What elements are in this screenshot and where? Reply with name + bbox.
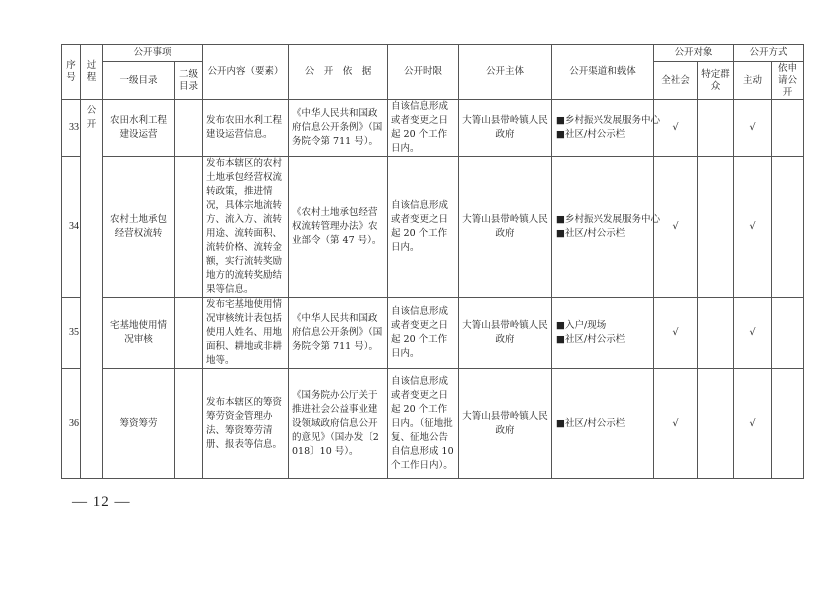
mode-active-check: √ xyxy=(734,298,772,369)
table-row xyxy=(62,157,804,298)
deadline-cell: 自该信息形成或者变更之日起 20 个工作日内。（征地批复、征地公告自信息形成 10 个工作日内）。 xyxy=(388,369,459,479)
target-specific-check xyxy=(698,100,734,157)
mode-active-check: √ xyxy=(734,100,772,157)
channel-item: ■入户/现场 xyxy=(556,320,607,331)
header-deadline: 公开时限 xyxy=(388,45,459,100)
level1-cell: 宅基地使用情况审核 xyxy=(103,298,175,369)
level2-cell xyxy=(175,157,203,298)
subject-cell: 大箐山县带岭镇人民政府 xyxy=(459,298,552,369)
header-process: 过程 xyxy=(81,45,103,100)
mode-request-check xyxy=(772,157,804,298)
row-number: 34 xyxy=(62,157,81,298)
table-row xyxy=(62,100,804,157)
header-basis: 公 开 依 据 xyxy=(289,45,388,100)
channel-item: ■社区/村公示栏 xyxy=(556,129,626,140)
level2-cell xyxy=(175,369,203,479)
content-cell: 发布本辖区的筹资筹劳资金管理办法、筹资筹劳清册、报表等信息。 xyxy=(203,369,289,479)
deadline-cell: 自该信息形成或者变更之日起 20 个工作日内。 xyxy=(388,100,459,157)
header-mode-group: 公开方式 xyxy=(734,45,804,62)
mode-request-check xyxy=(772,100,804,157)
deadline-cell: 自该信息形成或者变更之日起 20 个工作日内。 xyxy=(388,298,459,369)
channel-item: ■社区/村公示栏 xyxy=(556,228,626,239)
header-target-group: 公开对象 xyxy=(654,45,734,62)
content-cell: 发布本辖区的农村土地承包经营权流转政策，推进情况，具体宗地流转方、流入方、流转用途、流转面积、流转价格、流转金额，实行流转奖励地方的流转奖励结果等信息。 xyxy=(203,157,289,298)
level1-cell: 农村土地承包经营权流转 xyxy=(103,157,175,298)
mode-request-check xyxy=(772,369,804,479)
target-specific-check xyxy=(698,369,734,479)
target-all-check: √ xyxy=(654,100,698,157)
mode-active-check: √ xyxy=(734,369,772,479)
channel-item: ■乡村振兴发展服务中心 xyxy=(556,214,660,225)
channel-cell xyxy=(552,157,660,298)
subject-cell: 大箐山县带岭镇人民政府 xyxy=(459,100,552,157)
row-number: 35 xyxy=(62,298,81,369)
table-row xyxy=(62,298,804,369)
target-all-check: √ xyxy=(654,298,698,369)
target-all-check: √ xyxy=(654,369,698,479)
disclosure-table xyxy=(61,44,804,479)
header-mode-active: 主动 xyxy=(734,62,772,100)
basis-cell: 《中华人民共和国政府信息公开条例》（国务院令第 711 号）。 xyxy=(289,100,388,157)
page-number: — 12 — xyxy=(72,494,131,510)
content-cell: 发布宅基地使用情况审核统计表包括使用人姓名、用地面积、耕地或非耕地等。 xyxy=(203,298,289,369)
channel-cell xyxy=(552,298,654,369)
subject-cell: 大箐山县带岭镇人民政府 xyxy=(459,369,552,479)
table-row xyxy=(62,369,804,479)
basis-cell: 《中华人民共和国政府信息公开条例》（国务院令第 711 号）。 xyxy=(289,298,388,369)
header-level2: 二级目录 xyxy=(175,62,203,100)
row-number: 33 xyxy=(62,100,81,157)
channel-cell xyxy=(552,100,660,157)
target-specific-check xyxy=(698,157,734,298)
mode-request-check xyxy=(772,298,804,369)
header-mode-request: 依申请公开 xyxy=(772,62,804,100)
header-seq: 序号 xyxy=(62,45,81,100)
header-level1: 一级目录 xyxy=(103,62,175,100)
header-target-all: 全社会 xyxy=(654,62,698,100)
mode-active-check: √ xyxy=(734,157,772,298)
header-items-group: 公开事项 xyxy=(103,45,203,62)
header-subject: 公开主体 xyxy=(459,45,552,100)
level2-cell xyxy=(175,100,203,157)
content-cell: 发布农田水利工程建设运营信息。 xyxy=(203,100,289,157)
deadline-cell: 自该信息形成或者变更之日起 20 个工作日内。 xyxy=(388,157,459,298)
target-all-check: √ xyxy=(654,157,698,298)
target-specific-check xyxy=(698,298,734,369)
level1-cell: 农田水利工程建设运营 xyxy=(103,100,175,157)
basis-cell: 《国务院办公厅关于推进社会公益事业建设领域政府信息公开的意见》（国办发〔2018〕10 号）。 xyxy=(289,369,388,479)
channel-item: ■乡村振兴发展服务中心 xyxy=(556,115,660,126)
level1-cell: 筹资筹劳 xyxy=(103,369,175,479)
channel-item: ■社区/村公示栏 xyxy=(556,334,626,345)
row-number: 36 xyxy=(62,369,81,479)
channel-item: ■社区/村公示栏 xyxy=(556,417,626,429)
header-target-specific: 特定群众 xyxy=(698,62,734,100)
subject-cell: 大箐山县带岭镇人民政府 xyxy=(459,157,552,298)
basis-cell: 《农村土地承包经营权流转管理办法》农业部令（第 47 号）。 xyxy=(289,157,388,298)
process-cell: 公开 xyxy=(81,100,103,479)
header-content: 公开内容（要素） xyxy=(203,45,289,100)
channel-cell xyxy=(552,369,654,479)
header-channel: 公开渠道和载体 xyxy=(552,45,654,100)
level2-cell xyxy=(175,298,203,369)
